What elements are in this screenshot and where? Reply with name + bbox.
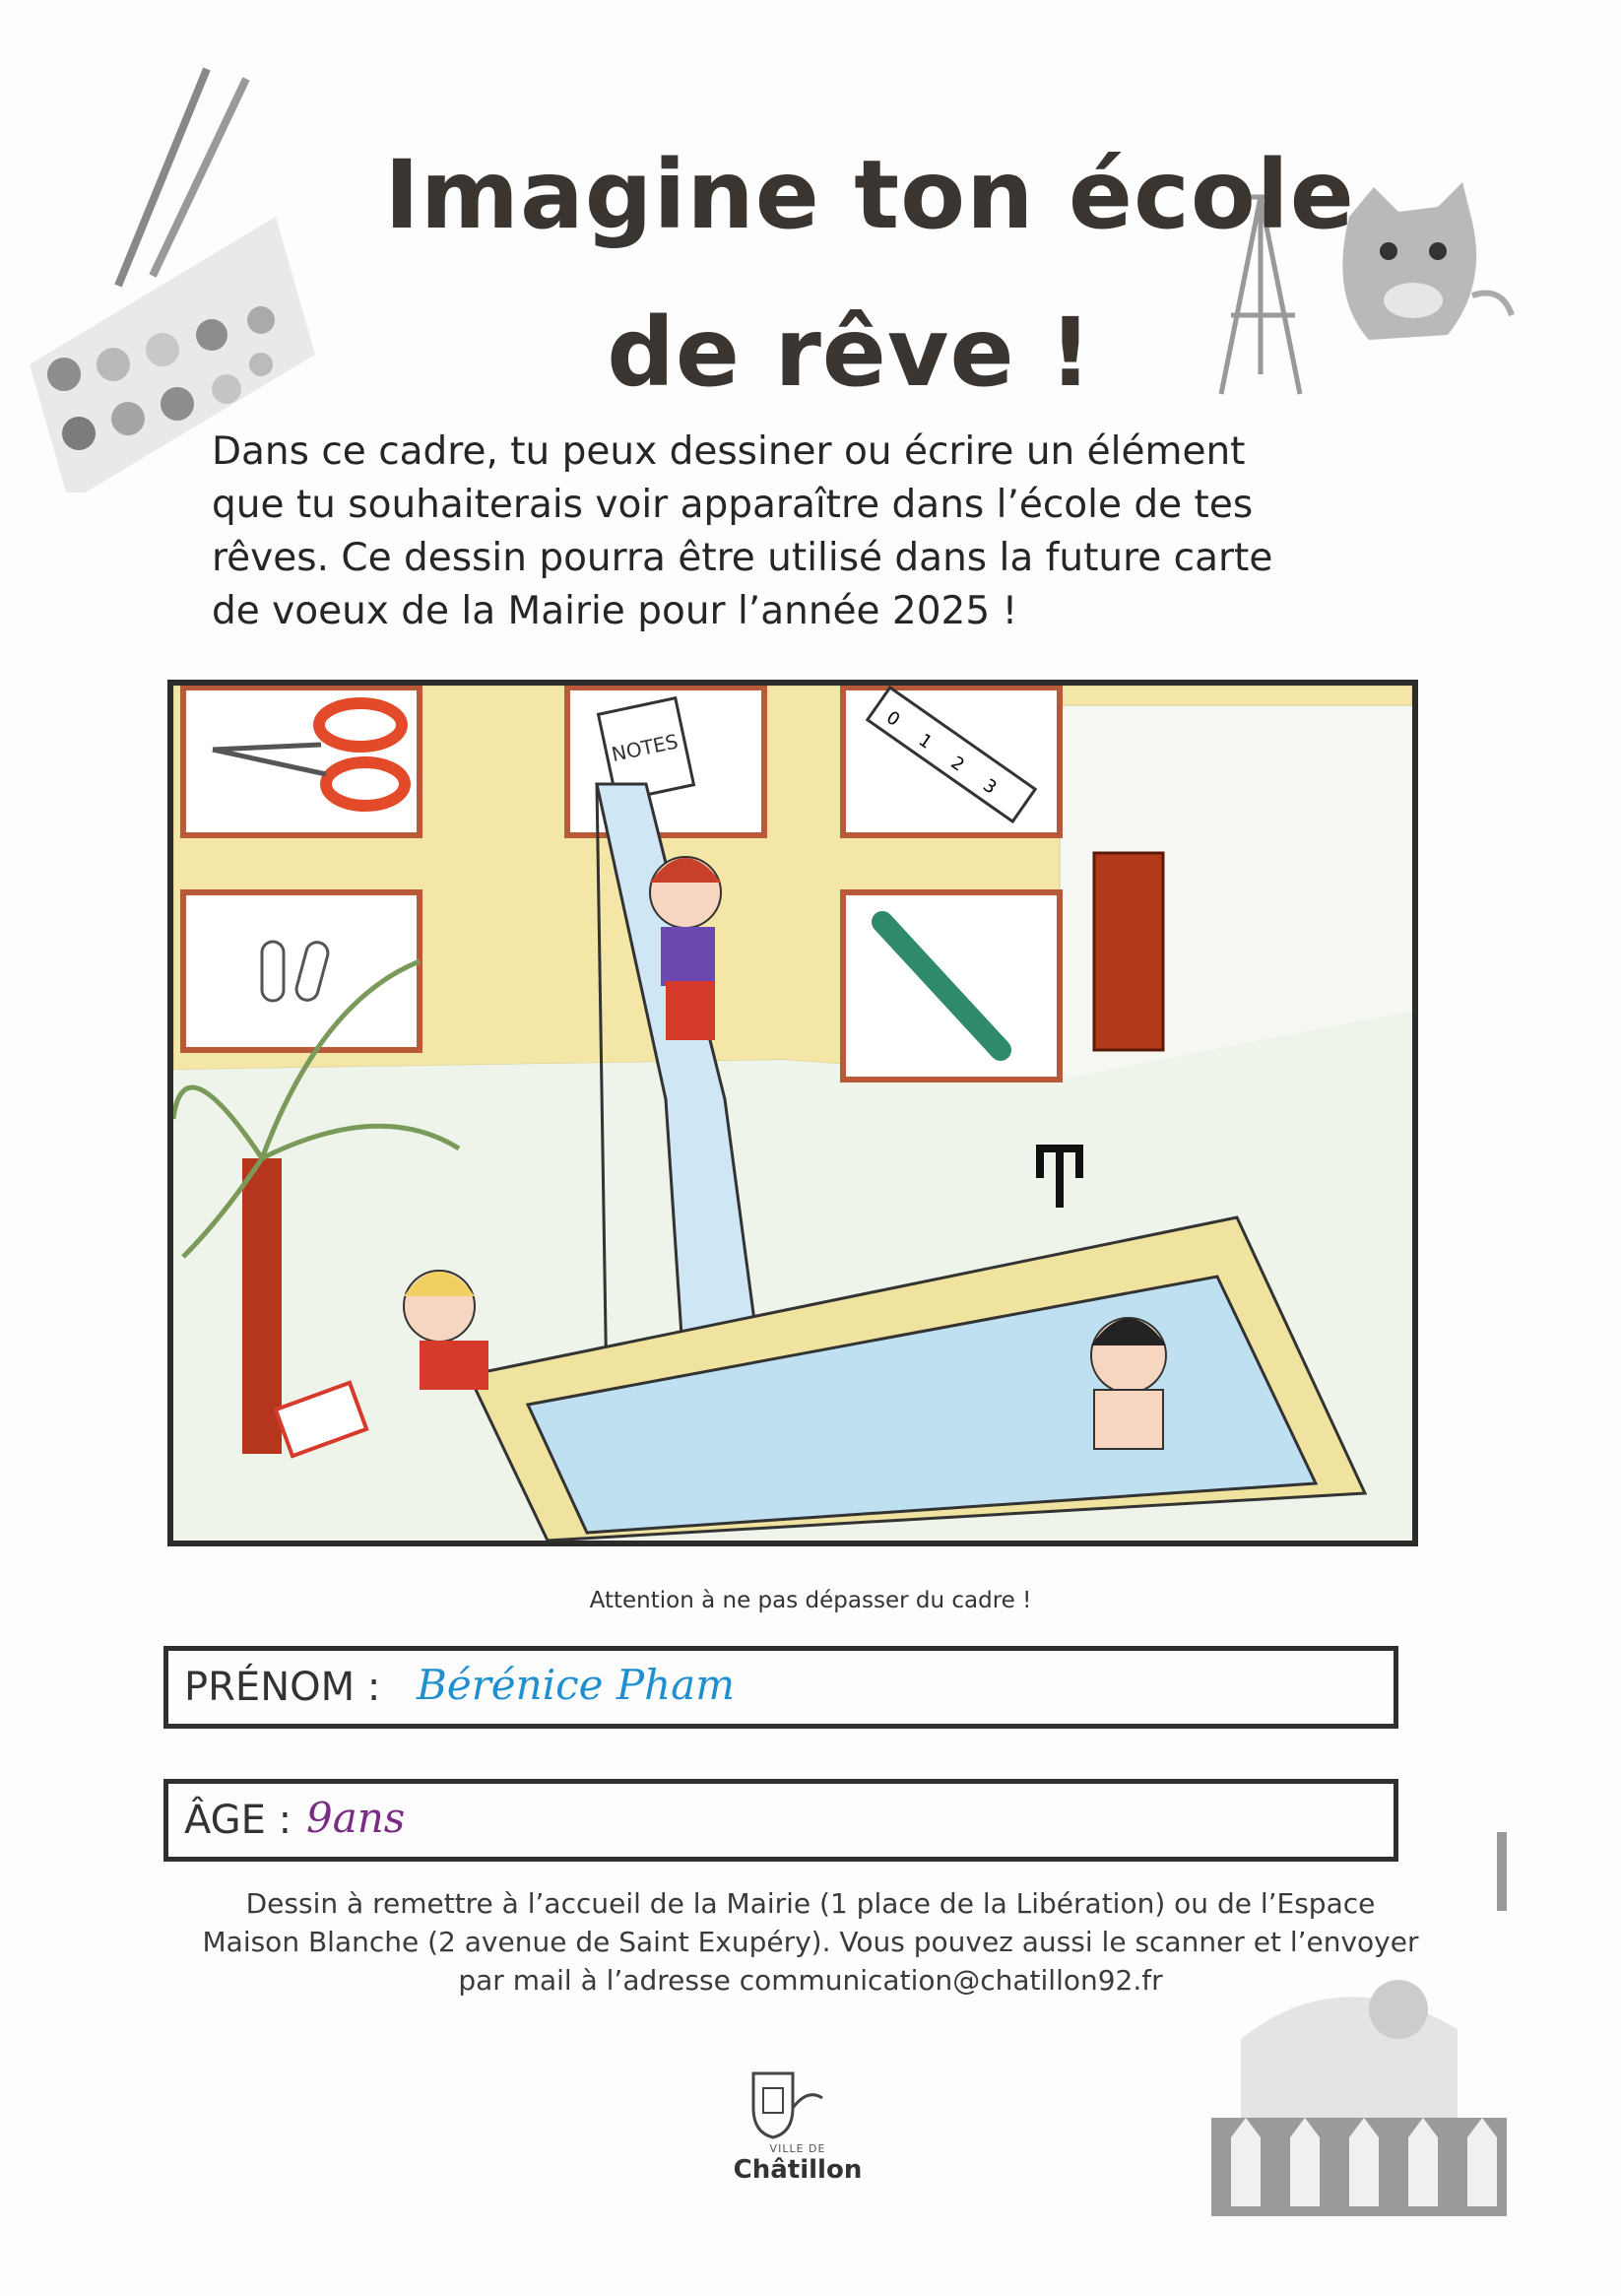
- footer-line: par mail à l’adresse communication@chatillon92.fr: [458, 1964, 1163, 1997]
- instruction-line: que tu souhaiterais voir apparaître dans l’école de tes: [212, 483, 1254, 527]
- footer-line: Dessin à remettre à l’accueil de la Mairie (1 place de la Libération) ou de l’Espace: [245, 1887, 1376, 1920]
- instructions: [212, 426, 1413, 638]
- name-label: PRÉNOM :: [184, 1665, 381, 1710]
- door: [1094, 853, 1163, 1050]
- paint-palette-decoration: [20, 39, 315, 492]
- notes-label: NOTES: [609, 729, 681, 767]
- child-drawing: [173, 686, 1412, 1541]
- ruler-mark: 3: [979, 774, 1001, 799]
- page-title: Imagine ton école: [384, 140, 1355, 250]
- age-label: ÂGE :: [184, 1798, 292, 1843]
- pencils-decoration: [1201, 1822, 1526, 2236]
- ruler-mark: 0: [881, 707, 904, 731]
- instruction-line: rêves. Ce dessin pourra être utilisé dans la future carte: [212, 536, 1273, 580]
- instruction-line: de voeux de la Mairie pour l’année 2025 !: [212, 589, 1018, 633]
- logo-name: Châtillon: [733, 2155, 863, 2185]
- instruction-line: Dans ce cadre, tu peux dessiner ou écrire un élément: [212, 429, 1246, 474]
- drawing-frame: [167, 680, 1418, 1546]
- swimming-boy-figure: [1091, 1318, 1166, 1449]
- name-value: Bérénice Pham: [417, 1661, 736, 1709]
- chatillon-logo-icon: [739, 2068, 857, 2142]
- ruler-mark: 2: [946, 752, 968, 776]
- footer-line: Maison Blanche (2 avenue de Saint Exupéry). Vous pouvez aussi le scanner et l’envoyer: [202, 1926, 1419, 1958]
- ruler-mark: 1: [914, 730, 937, 754]
- page-title-line2: de rêve !: [607, 297, 1093, 408]
- age-value: 9ans: [306, 1794, 406, 1842]
- name-field[interactable]: [163, 1646, 1398, 1729]
- logo-subtitle: VILLE DE: [769, 2142, 826, 2155]
- frame-warning: Attention à ne pas dépasser du cadre !: [589, 1588, 1032, 1613]
